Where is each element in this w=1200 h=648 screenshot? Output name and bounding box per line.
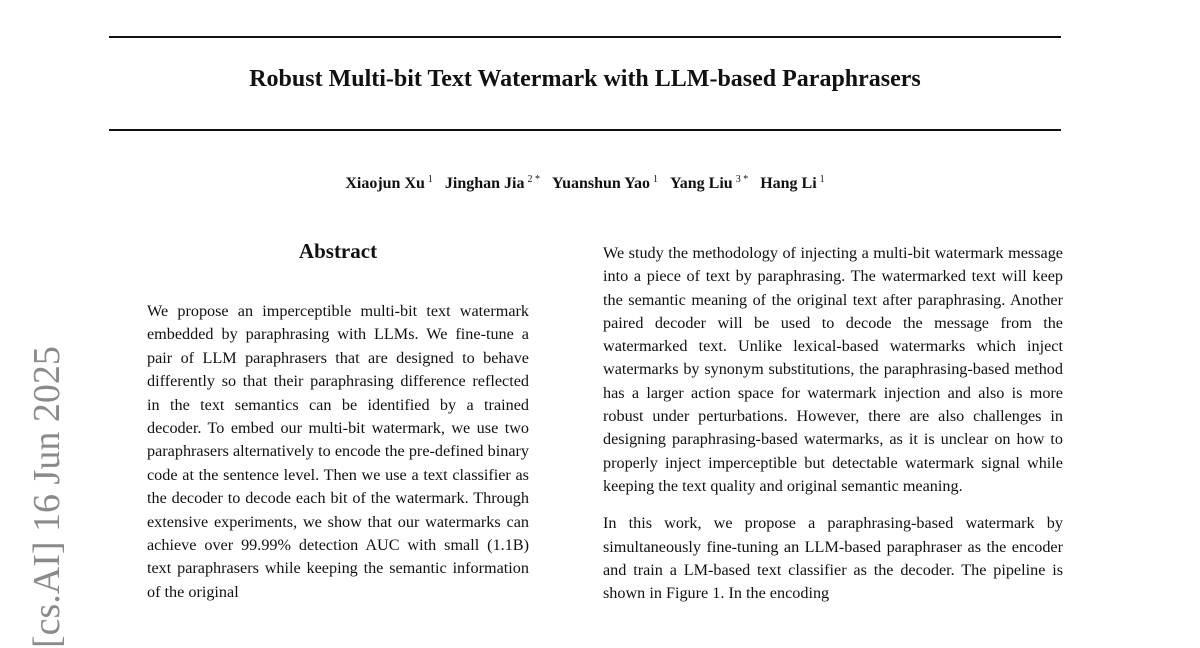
author [345,175,433,192]
author-name: Xiaojun Xu [345,175,425,193]
author-name: Yang Liu [670,175,733,193]
author-name: Jinghan Jia [444,175,525,193]
author [552,175,658,192]
top-rule [109,36,1061,38]
author-affiliation: 1 [819,174,825,185]
author-affiliation: 1 [427,174,433,185]
author-list [109,174,1061,193]
author-affiliation: 1 [653,174,658,185]
author-affiliation: 2 * [527,174,540,185]
author-affiliation: 3 * [735,174,749,185]
author [445,175,540,192]
introduction-column [603,242,1063,619]
bottom-rule [109,129,1061,131]
author-name: Yuanshun Yao [552,175,650,193]
author-name: Hang Li [760,175,817,193]
paper-title: Robust Multi-bit Text Watermark with LLM-based Paraphrasers [249,66,921,92]
abstract-heading: Abstract [298,239,378,263]
intro-paragraph: We study the methodology of injecting a multi-bit watermark message into a piece of text by paraphrasing. The watermarked text will keep the semantic meaning of the original text after paraphrasing. Another paired decoder will be used to decode the message from the watermarked text. Unlike lexical-based watermarks which inject watermarks by synonym substitutions, the paraphrasing-based method has a larger action space for watermark injection and also is more robust under perturbations. However, there are also challenges in designing paraphrasing-based watermarks, as it is unclear on how to properly inject imperceptible but detectable watermark signal while keeping the text quality and original semantic meaning. [603,244,1063,495]
abstract-body: We propose an imperceptible multi-bit text watermark embedded by paraphrasing with LLMs. We fine-tune a pair of LLM paraphrasers that are designed to behave differently so that their paraphrasing difference reflected in the text semantics can be identified by a trained decoder. To embed our multi-bit watermark, we use two paraphrasers alternatively to encode the pre-defined binary code at the sentence level. Then we use a text classifier as the decoder to decode each bit of the watermark. Through extensive experiments, we show that our watermarks can achieve over 99.99% detection AUC with small (1.1B) text paraphrasers while keeping the semantic information of the original [147,302,529,601]
arxiv-identifier-stamp: [cs.AI] 16 Jun 2025 [26,346,68,648]
author [760,175,824,192]
intro-paragraph: In this work, we propose a paraphrasing-based watermark by simultaneously fine-tuning an LLM-based paraphraser as the encoder and train a LM-based text classifier as the decoder. The pipeline is shown in Figure 1. In the encoding [603,514,1063,603]
author [670,175,748,192]
